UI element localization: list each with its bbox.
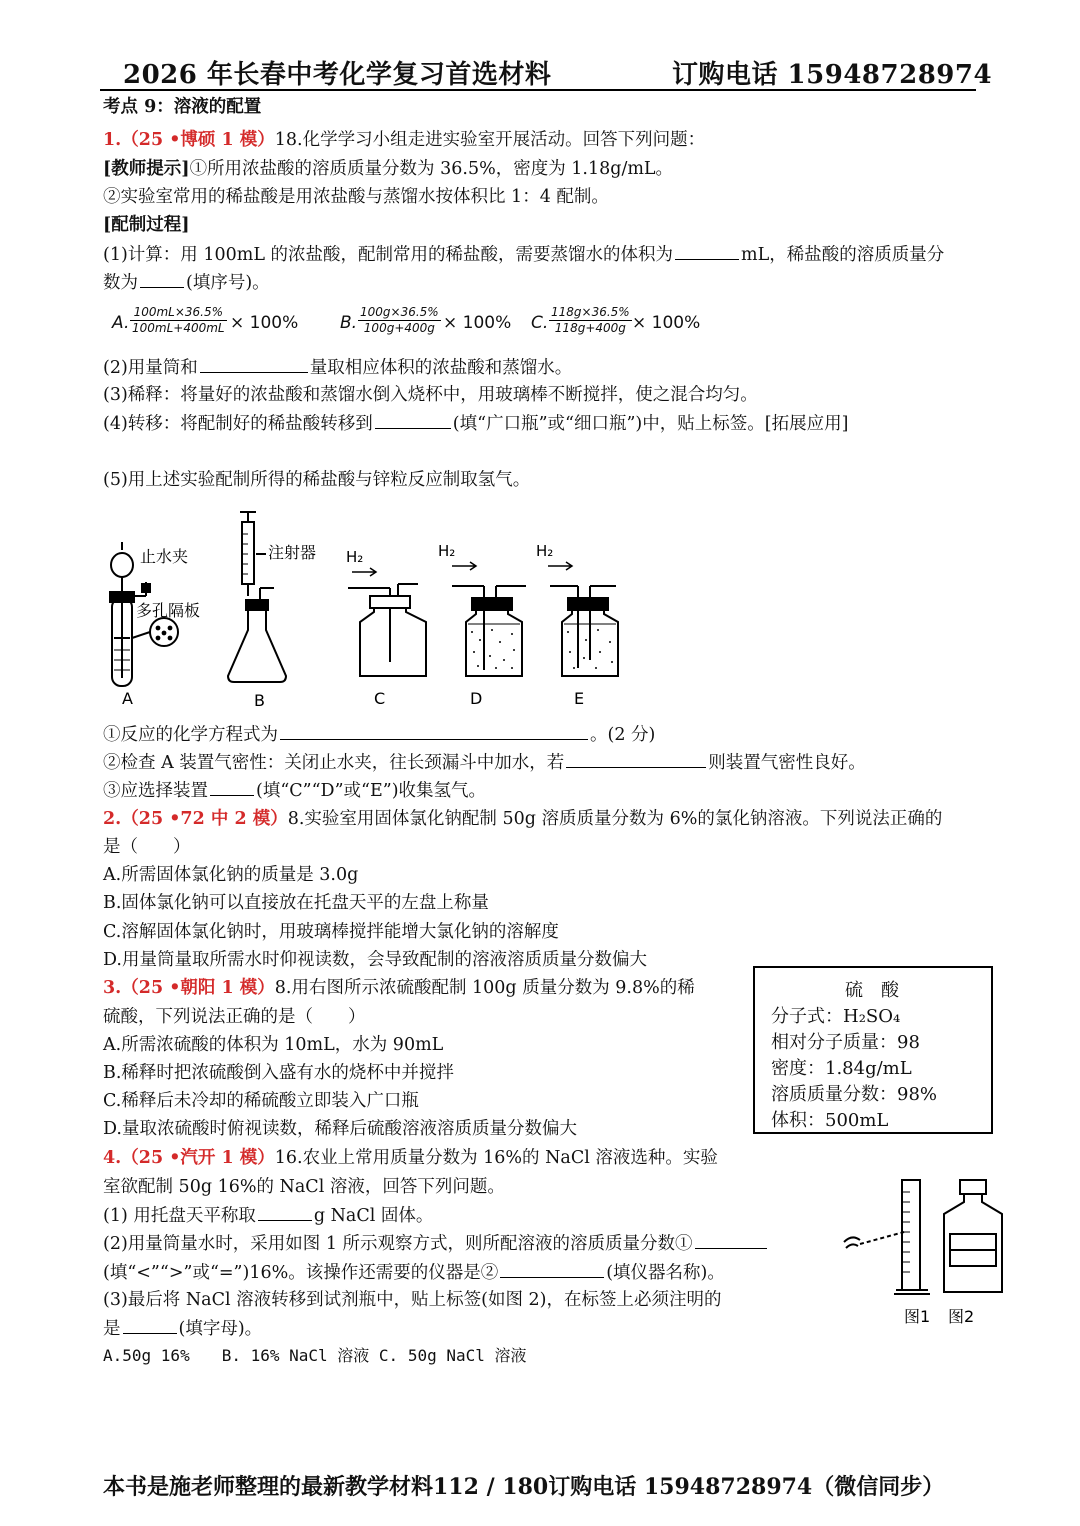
q1-p4-blank[interactable] — [375, 412, 451, 429]
q2-stem: 8.实验室用固体氯化钠配制 50g 溶质质量分数为 6%的氯化钠溶液。下列说法正确的 — [287, 809, 943, 829]
figure-1-caption: 图1 — [904, 1307, 931, 1326]
q1-p1-text-a: (1)计算：用 100mL 的浓盐酸，配制常用的稀盐酸，需要蒸馏水的体积为 — [103, 245, 674, 265]
label-gas-c: H₂ — [346, 548, 364, 566]
q4-options: A.50g 16% B. 16% NaCl 溶液 C. 50g NaCl 溶液 — [103, 1346, 527, 1365]
q1-s2-line — [103, 751, 866, 774]
q1-s2-blank[interactable] — [566, 751, 706, 768]
q1-option-b-fraction — [358, 305, 441, 336]
q1-option-c-tail: × 100% — [632, 313, 701, 333]
q1-p2-blank[interactable] — [200, 356, 308, 373]
q1-option-b-tail: × 100% — [443, 313, 512, 333]
q1-stem: 18.化学学习小组走进实验室开展活动。回答下列问题： — [274, 130, 706, 150]
label-apparatus-c: C — [374, 689, 386, 708]
label-apparatus-b: B — [254, 691, 265, 710]
gas-arrows — [352, 562, 572, 576]
q1-tag: 1.（25 •博硕 1 模） — [103, 130, 275, 150]
q1-s1-line — [103, 723, 655, 746]
q1-process-label: [配制过程] — [103, 215, 190, 235]
q4-p2-blank-2[interactable] — [500, 1261, 604, 1278]
acid-label-formula: 分子式：H₂SO₄ — [771, 1006, 901, 1027]
gas-arrow-d — [452, 562, 476, 570]
section-title: 考点 9：溶液的配置 — [103, 97, 262, 117]
acid-label-volume: 体积：500mL — [771, 1110, 889, 1131]
q1-p2-text-a: (2)用量筒和 — [103, 358, 198, 378]
q1-option-a-tail: × 100% — [230, 313, 299, 333]
q4-p2-line — [103, 1232, 769, 1255]
apparatus-e — [550, 586, 618, 676]
liquid-dots-d — [471, 629, 515, 669]
label-clamp: 止水夹 — [140, 547, 189, 566]
q1-option-c-numerator: 118g×36.5% — [551, 305, 630, 319]
q1-p1-text-b: mL，稀盐酸的溶质质量分 — [741, 245, 945, 265]
observer-eye-icon — [844, 1237, 860, 1248]
page-footer: 本书是施老师整理的最新教学材料112 / 180订购电话 15948728974（微信同步） — [103, 1474, 945, 1500]
apparatus-figure — [100, 500, 660, 715]
q1-p3: (3)稀释：将量好的浓盐酸和蒸馏水倒入烧杯中，用玻璃棒不断搅拌，使之混合均匀。 — [103, 385, 758, 405]
q1-p1-line2 — [103, 271, 270, 294]
q1-hint-label: [教师提示] — [103, 159, 190, 179]
porous-plate-holes — [156, 626, 173, 641]
q3-tag: 3.（25 •朝阳 1 模） — [103, 978, 275, 998]
label-syringe: 注射器 — [268, 543, 317, 562]
acid-label-density: 密度：1.84g/mL — [771, 1058, 912, 1079]
sight-line — [860, 1232, 904, 1244]
measuring-cylinder — [894, 1180, 930, 1294]
q4-p3-text-b: 是 — [103, 1319, 121, 1339]
q1-p4-text-a: (4)转移：将配制好的稀盐酸转移到 — [103, 414, 373, 434]
q4-p1-text-b: g NaCl 固体。 — [313, 1206, 434, 1226]
q1-p4-line — [103, 412, 848, 435]
q1-option-a-letter: A. — [112, 313, 130, 333]
q2-stem-line — [103, 808, 942, 830]
q1-option-b-denominator: 100g+400g — [363, 321, 435, 335]
q1-option-a-denominator: 100mL+400mL — [132, 321, 225, 335]
q2-option-b: B.固体氯化钠可以直接放在托盘天平的左盘上称量 — [103, 893, 489, 913]
q4-p1-text-a: (1) 用托盘天平称取 — [103, 1206, 256, 1226]
q4-p3-text-c: (填字母)。 — [178, 1319, 263, 1339]
q2-option-d: D.用量筒量取所需水时仰视读数，会导致配制的溶液溶质质量分数偏大 — [103, 950, 647, 970]
q2-stem2: 是（ ） — [103, 837, 191, 857]
q1-s2-text-b: 则装置气密性良好。 — [708, 753, 866, 773]
q4-p3-line: (3)最后将 NaCl 溶液转移到试剂瓶中，贴上标签(如图 2)，在标签上必须注明的 — [103, 1290, 722, 1310]
q3-option-d: D.量取浓硫酸时俯视读数，稀释后硫酸溶液溶质质量分数偏大 — [103, 1119, 577, 1139]
acid-label-fraction: 溶质质量分数：98% — [771, 1084, 938, 1105]
q1-option-b-letter: B. — [340, 313, 358, 333]
q1-s3-blank[interactable] — [210, 779, 254, 796]
q1-p2-line — [103, 356, 572, 379]
q1-p1-text-c: 数为 — [103, 273, 138, 293]
cylinder-marks — [902, 1192, 910, 1272]
q1-s1-text-a: ①反应的化学方程式为 — [103, 725, 278, 745]
q4-stem: 16.农业上常用质量分数为 16%的 NaCl 溶液选种。实验 — [274, 1148, 718, 1168]
q4-p3-blank[interactable] — [123, 1317, 177, 1334]
q1-p1-line — [103, 243, 944, 266]
q1-p1-text-d: (填序号)。 — [186, 273, 270, 293]
figure-2-caption: 图2 — [948, 1307, 975, 1326]
q2-option-a: A.所需固体氯化钠的质量是 3.0g — [103, 865, 359, 885]
q4-p1-blank[interactable] — [258, 1204, 312, 1221]
q4-tag: 4.（25 •汽开 1 模） — [103, 1148, 275, 1168]
q1-p5: (5)用上述实验配制所得的稀盐酸与锌粒反应制取氢气。 — [103, 470, 531, 490]
q4-p2-line2 — [103, 1261, 725, 1284]
q1-p1-blank-option[interactable] — [140, 271, 184, 288]
gas-arrow-e — [548, 562, 572, 570]
q2-tag: 2.（25 •72 中 2 模） — [103, 809, 288, 829]
q1-option-a-numerator: 100mL×36.5% — [130, 305, 227, 321]
q1-p2-text-b: 量取相应体积的浓盐酸和蒸馏水。 — [309, 358, 573, 378]
gas-arrow-c — [352, 568, 376, 576]
label-apparatus-a: A — [122, 689, 133, 708]
header-phone: 订购电话 15948728974 — [672, 60, 993, 90]
acid-label-mass: 相对分子质量：98 — [771, 1032, 920, 1053]
q4-p2-text-c: (填“<”“>”或“=”)16%。该操作还需要的仪器是② — [103, 1263, 499, 1283]
q4-p1-line — [103, 1204, 433, 1227]
q3-option-b: B.稀释时把浓硫酸倒入盛有水的烧杯中并搅拌 — [103, 1063, 454, 1083]
apparatus-b — [228, 512, 286, 682]
q3-stem-line — [103, 977, 695, 999]
q1-option-b-numerator: 100g×36.5% — [360, 305, 439, 319]
sulfuric-acid-label — [753, 966, 993, 1134]
apparatus-c — [348, 584, 426, 676]
q1-s2-text-a: ②检查 A 装置气密性：关闭止水夹，往长颈漏斗中加水，若 — [103, 753, 565, 773]
q3-stem: 8.用右图所示浓硫酸配制 100g 质量分数为 9.8%的稀 — [274, 978, 695, 998]
q3-option-c: C.稀释后未冷却的稀硫酸立即装入广口瓶 — [103, 1091, 419, 1111]
liquid-dots — [471, 629, 613, 669]
reagent-bottle — [944, 1180, 1002, 1292]
label-apparatus-d: D — [470, 689, 483, 708]
q1-s3-text-a: ③应选择装置 — [103, 781, 208, 801]
label-porous-plate: 多孔隔板 — [136, 601, 201, 620]
q1-hint-line — [103, 158, 673, 180]
q1-s1-blank[interactable] — [280, 723, 588, 740]
q4-p2-text-d: (填仪器名称)。 — [606, 1263, 725, 1283]
q1-hint-2: ②实验室常用的稀盐酸是用浓盐酸与蒸馏水按体积比 1：4 配制。 — [103, 187, 609, 207]
q3-option-a: A.所需浓硫酸的体积为 10mL，水为 90mL — [103, 1035, 444, 1055]
q4-stem2: 室欲配制 50g 16%的 NaCl 溶液，回答下列问题。 — [103, 1177, 505, 1197]
label-gas-d: H₂ — [438, 542, 456, 560]
q1-p1-blank-water[interactable] — [675, 243, 739, 260]
q1-option-c-letter: C. — [531, 313, 549, 333]
q1-option-a-fraction — [130, 305, 227, 336]
q1-s1-text-b: 。(2 分) — [590, 725, 656, 745]
acid-label-title: 硫 酸 — [845, 980, 899, 1001]
q1-hint-1: ①所用浓盐酸的溶质质量分数为 36.5%，密度为 1.18g/mL。 — [189, 159, 674, 179]
q1-option-c-fraction — [549, 305, 632, 336]
label-apparatus-e: E — [574, 689, 585, 708]
q3-stem2: 硫酸，下列说法正确的是（ ） — [103, 1007, 366, 1027]
q1-stem-line — [103, 129, 705, 151]
header-title: 2026 年长春中考化学复习首选材料 — [123, 60, 552, 90]
q4-p2-blank-1[interactable] — [695, 1232, 767, 1249]
q4-stem-line — [103, 1147, 718, 1169]
header-divider — [100, 89, 976, 91]
q4-p2-text-a: (2)用量筒量水时，采用如图 1 所示观察方式，则所配溶液的溶质质量分数① — [103, 1234, 693, 1254]
q4-p3-line2 — [103, 1317, 262, 1340]
apparatus-d — [452, 586, 526, 676]
q1-p4-text-b: (填“广口瓶”或“细口瓶”)中，贴上标签。[拓展应用] — [452, 414, 849, 434]
q1-option-c-denominator: 118g+400g — [554, 321, 626, 335]
q2-option-c: C.溶解固体氯化钠时，用玻璃棒搅拌能增大氯化钠的溶解度 — [103, 922, 559, 942]
q1-s3-line — [103, 779, 486, 802]
label-gas-e: H₂ — [536, 542, 554, 560]
q1-s3-text-b: (填“C”“D”或“E”)收集氢气。 — [256, 781, 487, 801]
cylinder-bottle-figure — [838, 1172, 1038, 1332]
